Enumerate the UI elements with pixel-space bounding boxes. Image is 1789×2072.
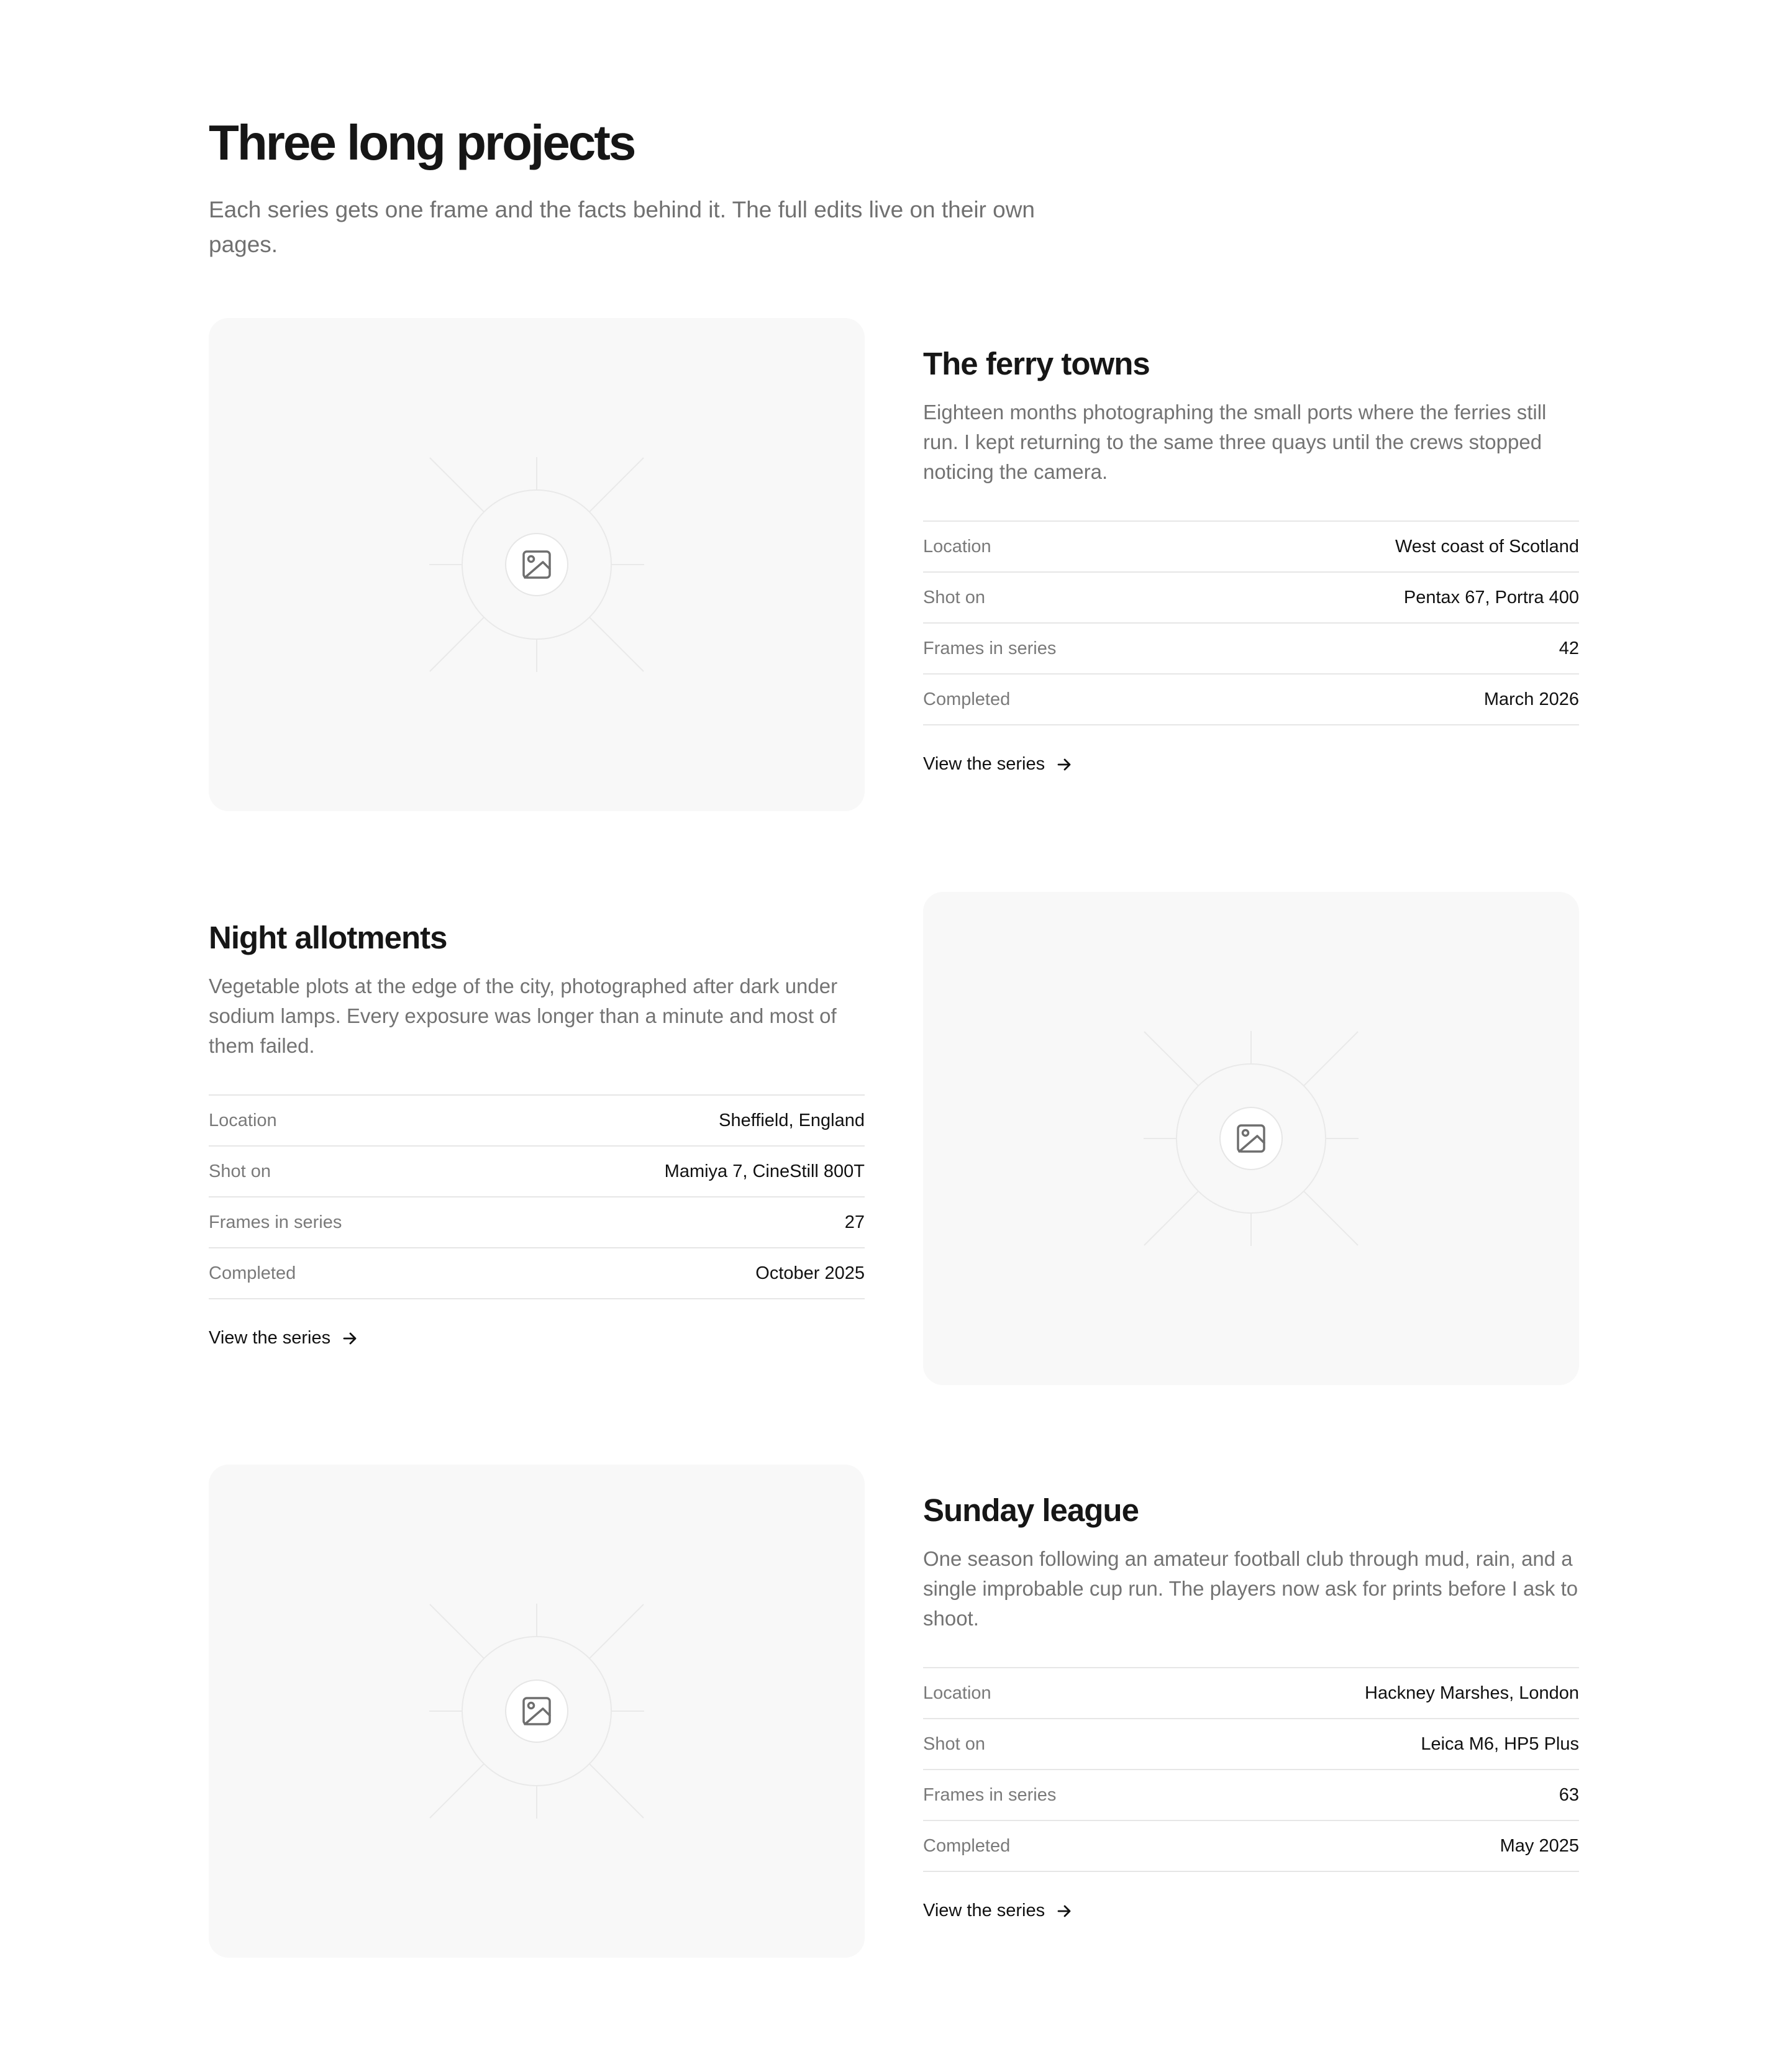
project-image-placeholder [923,892,1579,1385]
fact-value: October 2025 [755,1263,865,1283]
fact-value: Hackney Marshes, London [1365,1683,1579,1703]
fact-value: Pentax 67, Portra 400 [1403,587,1579,607]
fact-value: West coast of Scotland [1395,536,1579,557]
fact-value: May 2025 [1500,1835,1579,1856]
arrow-right-icon [1056,757,1072,773]
project-title: The ferry towns [923,346,1150,381]
view-series-label: View the series [923,754,1045,774]
fact-row-completed [209,1248,865,1299]
fact-value: Leica M6, HP5 Plus [1421,1733,1579,1754]
fact-value: 27 [844,1212,865,1232]
fact-value: March 2026 [1483,689,1579,709]
page-title: Three long projects [209,115,635,170]
fact-row-frames [923,624,1579,675]
image-placeholder-graphic [209,318,865,811]
fact-row-completed [923,1821,1579,1872]
project-image-placeholder [209,1465,865,1958]
fact-row-shot-on [923,573,1579,624]
fact-row-shot-on [209,1147,865,1197]
project-sunday-league [209,1465,1579,1958]
fact-label: Shot on [209,1161,271,1181]
image-placeholder-graphic [923,892,1579,1385]
fact-row-location [923,522,1579,573]
fact-value: 63 [1559,1784,1579,1805]
project-ferry-towns [209,318,1579,811]
fact-row-frames [923,1770,1579,1821]
fact-row-location [923,1668,1579,1719]
fact-label: Shot on [923,587,985,607]
project-facts [923,520,1579,725]
project-title: Sunday league [923,1493,1139,1528]
image-placeholder-graphic [209,1465,865,1958]
project-image-placeholder [209,318,865,811]
fact-label: Frames in series [923,1784,1057,1805]
fact-value: 42 [1559,638,1579,658]
arrow-right-icon [1056,1903,1072,1919]
view-series-label: View the series [209,1328,331,1348]
project-facts [923,1667,1579,1872]
project-facts [209,1094,865,1299]
project-description: One season following an amateur football club through mud, rain, and a single improbable cup run. The players now ask for prints before I ask to shoot. [923,1547,1578,1630]
fact-label: Location [923,1683,991,1703]
fact-row-frames [209,1197,865,1248]
fact-label: Location [923,536,991,557]
fact-row-shot-on [923,1719,1579,1770]
fact-label: Completed [923,1835,1011,1856]
fact-label: Frames in series [923,638,1057,658]
project-night-allotments [209,892,1579,1385]
fact-row-location [209,1096,865,1147]
project-description: Eighteen months photographing the small ports where the ferries still run. I kept returning to the same three quays until the crews stopped noticing the camera. [923,401,1547,483]
view-series-link[interactable] [923,754,1072,775]
project-title: Night allotments [209,920,447,955]
view-series-link[interactable] [209,1328,358,1348]
arrow-right-icon [342,1330,358,1347]
view-series-label: View the series [923,1901,1045,1920]
fact-label: Completed [923,689,1011,709]
fact-label: Completed [209,1263,296,1283]
fact-value: Sheffield, England [719,1110,865,1130]
fact-label: Frames in series [209,1212,342,1232]
page-subtitle: Each series gets one frame and the facts behind it. The full edits live on their own pages. [209,197,1036,257]
fact-value: Mamiya 7, CineStill 800T [664,1161,865,1181]
page-header [209,112,1078,262]
project-description: Vegetable plots at the edge of the city, photographed after dark under sodium lamps. Every exposure was longer than a minute and most of them failed. [209,975,838,1057]
fact-label: Location [209,1110,277,1130]
fact-label: Shot on [923,1733,985,1754]
view-series-link[interactable] [923,1901,1072,1921]
fact-row-completed [923,675,1579,725]
